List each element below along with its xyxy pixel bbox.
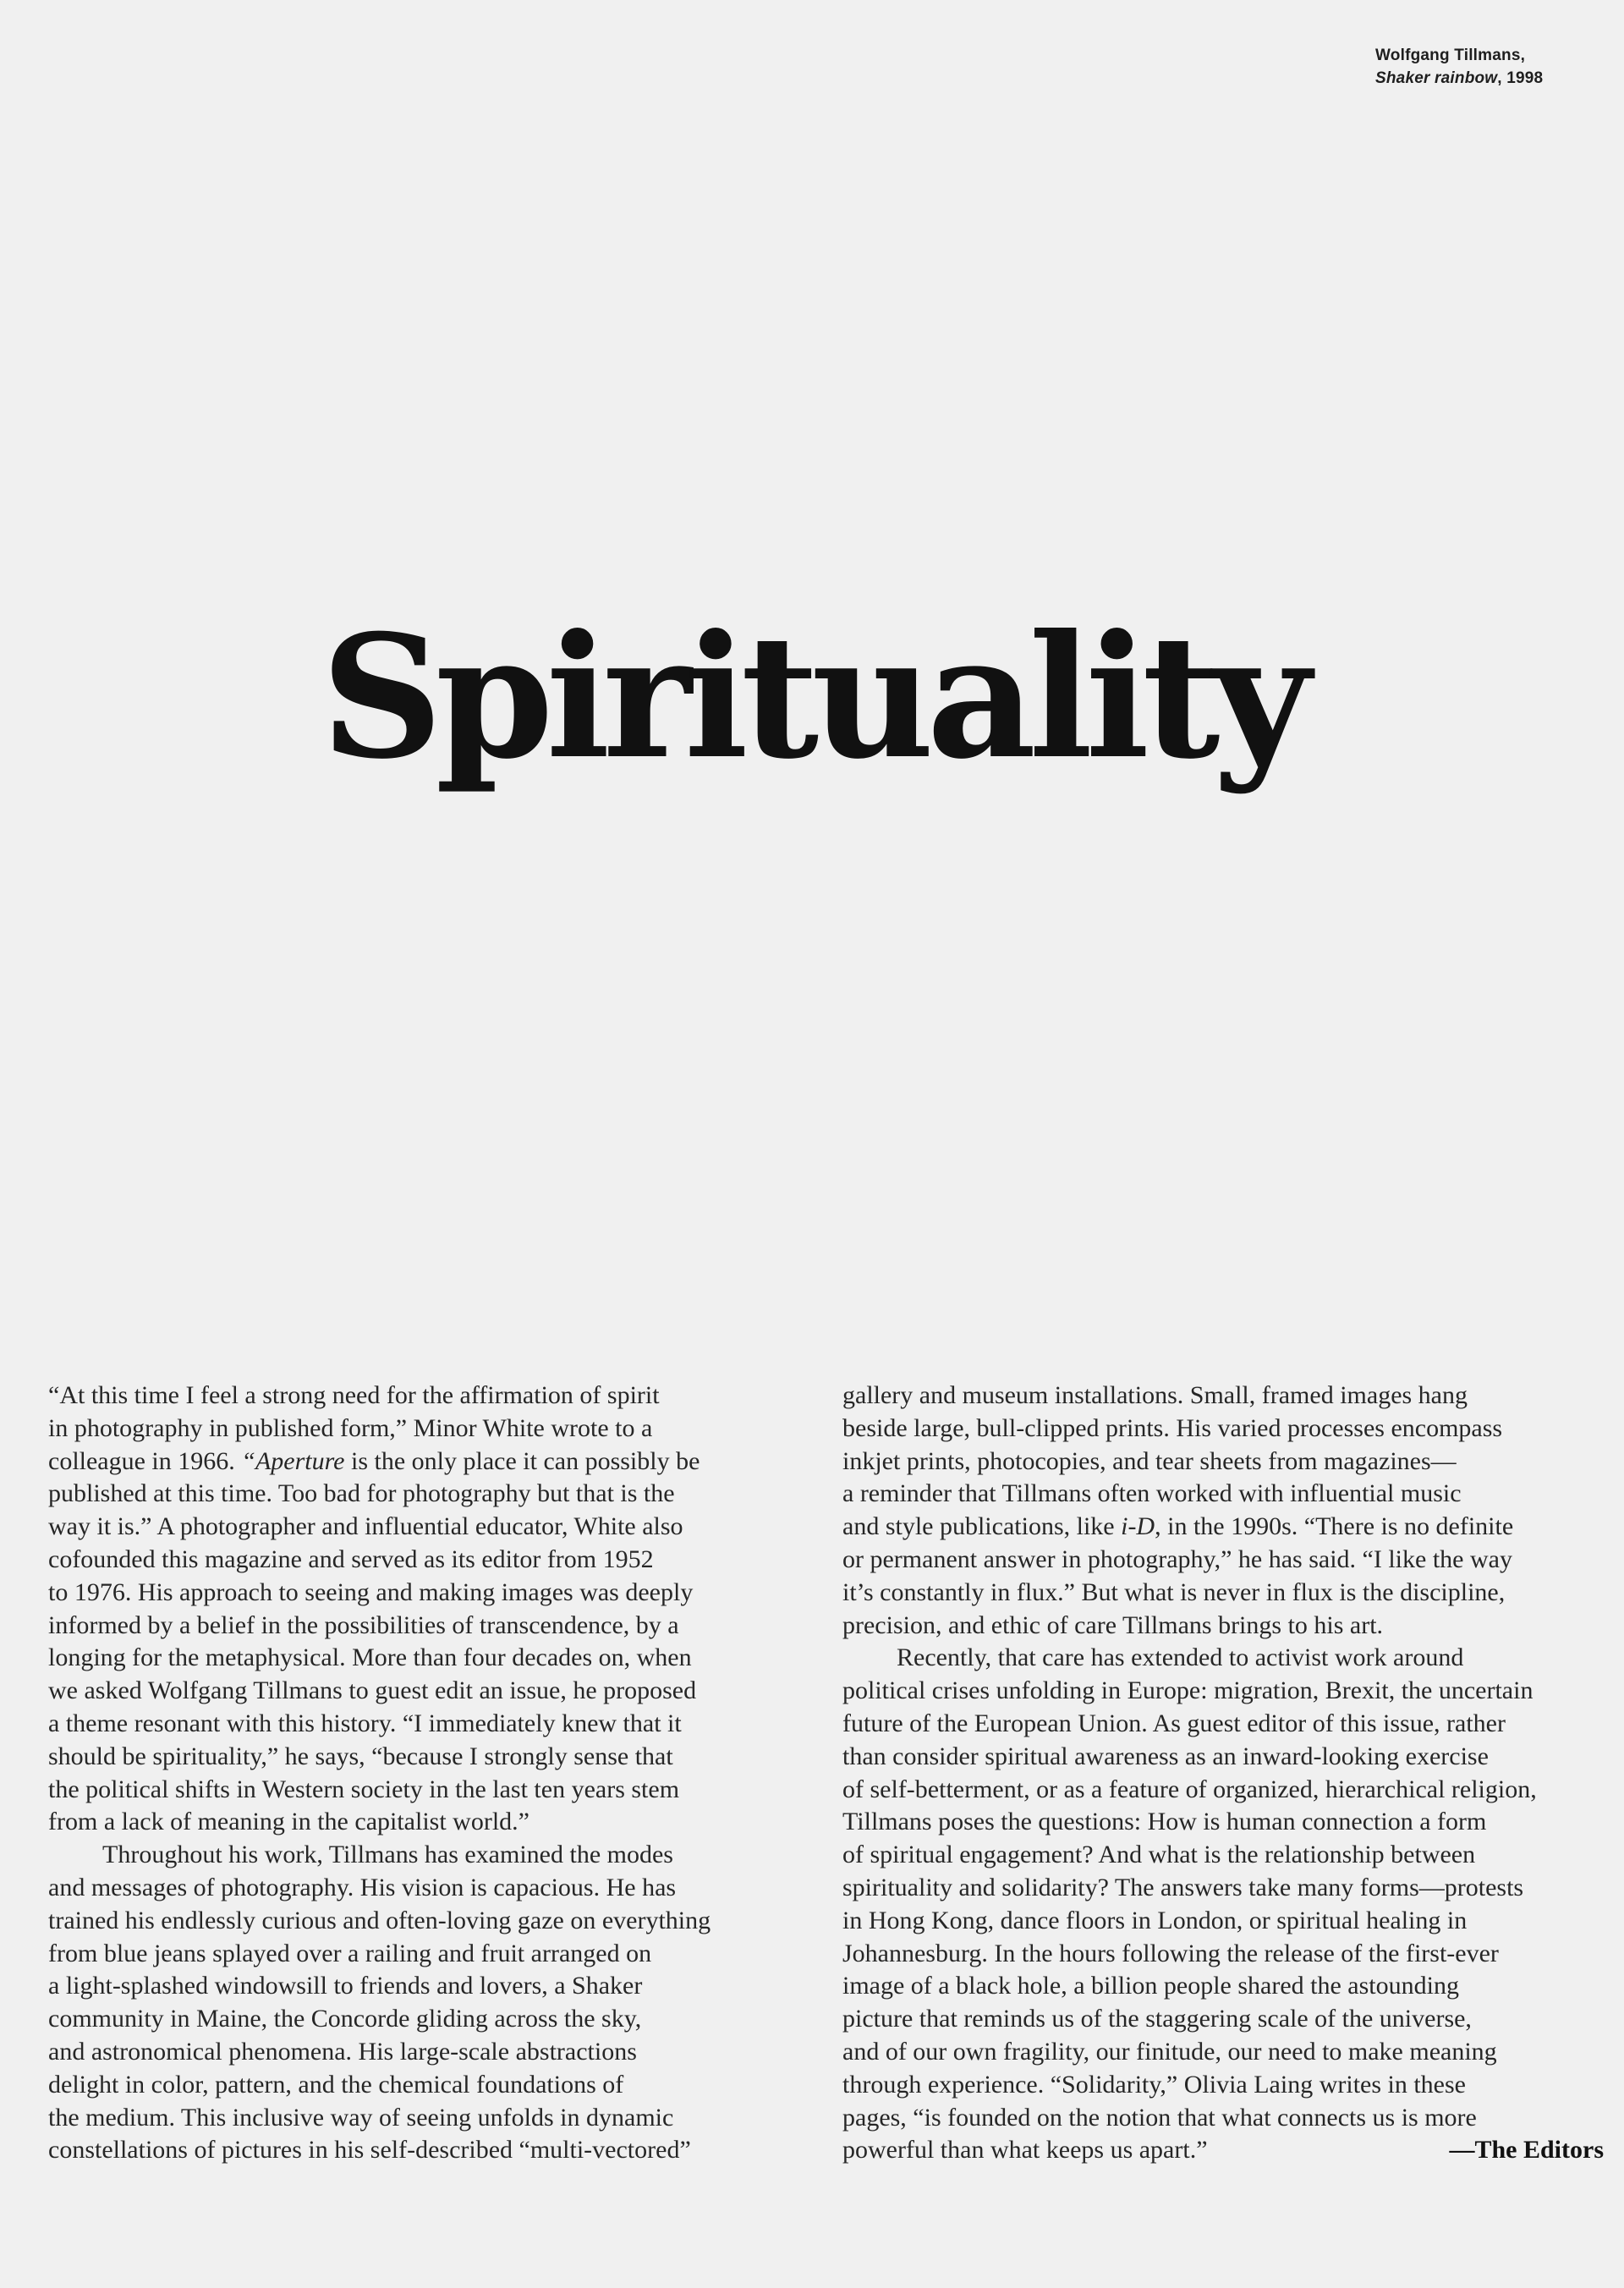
text-line — [842, 1839, 1604, 1872]
text-run: gallery and museum installations. Small, framed images hang — [842, 1381, 1468, 1409]
credit-year: , 1998 — [1497, 69, 1544, 87]
text-line — [48, 1446, 793, 1479]
text-line — [48, 2003, 793, 2036]
text-run: powerful than what keeps us apart.” — [842, 2136, 1208, 2165]
text-run: of spiritual engagement? And what is the relationship between — [842, 1841, 1476, 1869]
text-line — [842, 2102, 1604, 2135]
text-line — [842, 1675, 1604, 1708]
text-line — [48, 1970, 793, 2003]
text-run: Recently, that care has extended to activist work around — [897, 1643, 1464, 1672]
text-run: from blue jeans splayed over a railing and fruit arranged on — [48, 1939, 652, 1967]
text-run: and messages of photography. His vision is capacious. He has — [48, 1873, 677, 1901]
text-run: cofounded this magazine and served as its editor from 1952 — [48, 1545, 654, 1573]
text-line — [842, 1938, 1604, 1971]
text-run: way it is.” A photographer and influential educator, White also — [48, 1512, 683, 1541]
text-run: it’s constantly in flux.” But what is never in flux is the discipline, — [842, 1577, 1506, 1606]
italic-title: “Aperture — [241, 1446, 345, 1475]
text-run: political crises unfolding in Europe: migration, Brexit, the uncertain — [842, 1676, 1533, 1705]
text-run: Johannesburg. In the hours following the release of the first-ever — [842, 1939, 1499, 1967]
credit-artist: Wolfgang Tillmans, — [1375, 47, 1526, 64]
text-line — [48, 1774, 793, 1807]
text-run: community in Maine, the Concorde gliding across the sky, — [48, 2005, 642, 2033]
text-line — [48, 1577, 793, 1610]
text-line — [842, 2134, 1604, 2167]
text-line — [842, 1478, 1604, 1511]
text-line — [48, 2134, 793, 2167]
credit-work-title: Shaker rainbow — [1375, 69, 1498, 87]
text-run: spirituality and solidarity? The answers take many forms—protests — [842, 1873, 1524, 1901]
text-line — [842, 1642, 1604, 1675]
text-line — [48, 1872, 793, 1905]
text-line — [48, 1708, 793, 1741]
image-credit — [1375, 44, 1543, 90]
text-line — [842, 2069, 1604, 2102]
text-line — [48, 1675, 793, 1708]
text-run: precision, and ethic of care Tillmans brings to his art. — [842, 1610, 1384, 1639]
text-line — [48, 2102, 793, 2135]
text-line — [48, 2069, 793, 2102]
text-line — [48, 1905, 793, 1938]
text-run: in photography in published form,” Minor White wrote to a — [48, 1413, 653, 1442]
text-run: “At this time I feel a strong need for the affirmation of spirit — [48, 1381, 660, 1409]
text-line — [842, 1872, 1604, 1905]
text-run: and astronomical phenomena. His large-scale abstractions — [48, 2037, 637, 2066]
text-run: is the only place it can possibly be — [344, 1446, 700, 1475]
text-line — [48, 1478, 793, 1511]
credit-work — [1375, 67, 1543, 90]
text-line — [48, 1380, 793, 1413]
text-run: longing for the metaphysical. More than four decades on, when — [48, 1643, 692, 1672]
text-run: in Hong Kong, dance floors in London, or spiritual healing in — [842, 1906, 1468, 1934]
text-run: we asked Wolfgang Tillmans to guest edit an issue, he proposed — [48, 1676, 697, 1705]
text-line — [842, 1806, 1604, 1839]
text-line — [842, 1511, 1604, 1544]
text-run: beside large, bull-clipped prints. His varied processes encompass — [842, 1413, 1503, 1442]
article-column-right — [842, 1380, 1604, 2167]
text-run: informed by a belief in the possibilities of transcendence, by a — [48, 1610, 679, 1639]
text-run: should be spirituality,” he says, “because I strongly sense that — [48, 1742, 673, 1770]
text-run: future of the European Union. As guest editor of this issue, rather — [842, 1709, 1506, 1737]
text-run: , in the 1990s. “There is no definite — [1155, 1512, 1514, 1541]
text-line — [842, 1708, 1604, 1741]
text-run: Throughout his work, Tillmans has examined the modes — [102, 1841, 673, 1869]
italic-title: i-D — [1121, 1512, 1155, 1541]
text-line — [842, 1577, 1604, 1610]
text-run: colleague in 1966. — [48, 1446, 242, 1475]
text-run: trained his endlessly curious and often-loving gaze on everything — [48, 1906, 711, 1934]
text-run: a theme resonant with this history. “I immediately knew that it — [48, 1709, 682, 1737]
text-line — [48, 1806, 793, 1839]
text-line — [842, 1446, 1604, 1479]
text-run: through experience. “Solidarity,” Olivia Laing writes in these — [842, 2070, 1466, 2099]
text-line — [48, 1642, 793, 1675]
text-line — [842, 2003, 1604, 2036]
text-line — [842, 1413, 1604, 1446]
text-run: a light-splashed windowsill to friends and lovers, a Shaker — [48, 1972, 643, 2000]
text-run: image of a black hole, a billion people shared the astounding — [842, 1972, 1459, 2000]
text-run: picture that reminds us of the staggering scale of the universe, — [842, 2005, 1472, 2033]
text-run: a reminder that Tillmans often worked with influential music — [842, 1479, 1462, 1508]
editors-signature: —The Editors — [1449, 2136, 1604, 2165]
article-column-left — [48, 1380, 793, 2167]
text-run: than consider spiritual awareness as an inward-looking exercise — [842, 1742, 1489, 1770]
text-run: and of our own fragility, our finitude, our need to make meaning — [842, 2037, 1497, 2066]
text-line — [842, 1544, 1604, 1577]
text-run: the political shifts in Western society in the last ten years stem — [48, 1775, 680, 1803]
text-run: or permanent answer in photography,” he has said. “I like the way — [842, 1545, 1512, 1573]
text-run: to 1976. His approach to seeing and making images was deeply — [48, 1577, 694, 1606]
text-line — [842, 1741, 1604, 1774]
text-line — [842, 1380, 1604, 1413]
text-line — [842, 1905, 1604, 1938]
text-run: delight in color, pattern, and the chemical foundations of — [48, 2070, 624, 2099]
text-run: pages, “is founded on the notion that what connects us is more — [842, 2103, 1477, 2132]
text-run: Tillmans poses the questions: How is human connection a form — [842, 1808, 1487, 1836]
text-line — [48, 1938, 793, 1971]
text-line — [48, 1413, 793, 1446]
text-run: from a lack of meaning in the capitalist world.” — [48, 1808, 529, 1836]
text-run: the medium. This inclusive way of seeing unfolds in dynamic — [48, 2103, 674, 2132]
text-line — [842, 2036, 1604, 2069]
text-line — [842, 1970, 1604, 2003]
text-line — [48, 2036, 793, 2069]
text-line — [842, 1610, 1604, 1643]
text-line — [48, 1511, 793, 1544]
text-run: published at this time. Too bad for photography but that is the — [48, 1479, 675, 1508]
text-line — [48, 1610, 793, 1643]
text-line — [48, 1741, 793, 1774]
text-run: of self-betterment, or as a feature of organized, hierarchical religion, — [842, 1775, 1537, 1803]
text-run: constellations of pictures in his self-described “multi-vectored” — [48, 2136, 691, 2165]
text-line — [48, 1544, 793, 1577]
text-line — [48, 1839, 793, 1872]
text-line — [842, 1774, 1604, 1807]
text-run: and style publications, like — [842, 1512, 1122, 1541]
text-run: inkjet prints, photocopies, and tear sheets from magazines— — [842, 1446, 1457, 1475]
page-title: Spirituality — [321, 598, 1303, 797]
